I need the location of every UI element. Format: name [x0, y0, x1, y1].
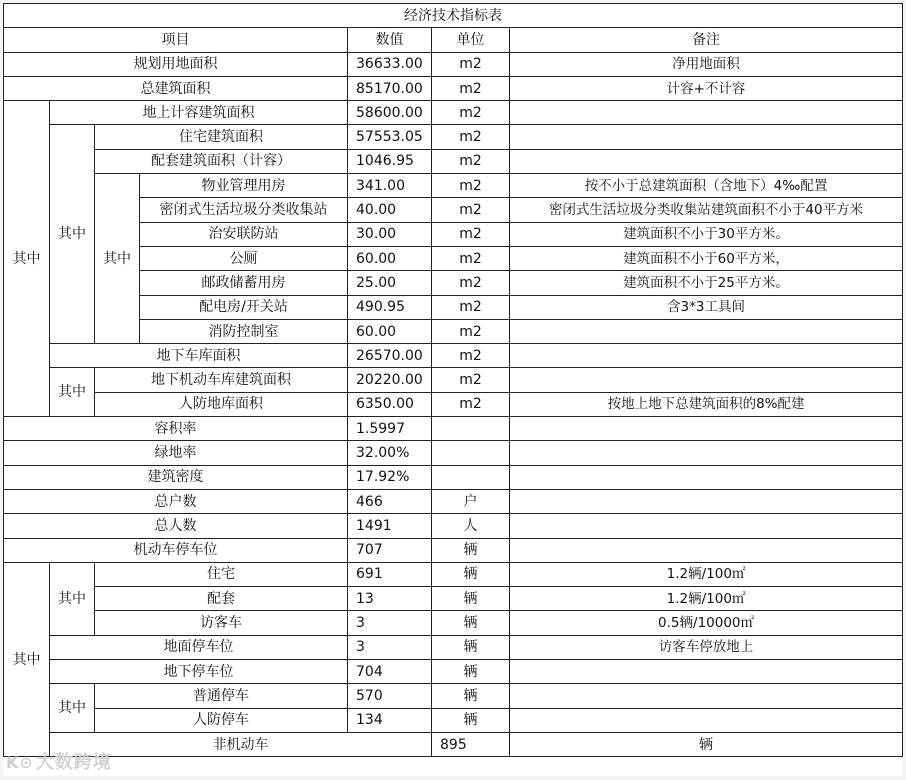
- row-item: 邮政储蓄用房: [140, 271, 348, 295]
- economic-indicators-table: [3, 3, 903, 757]
- row-note: [510, 101, 903, 125]
- row-item: 总户数: [4, 489, 348, 513]
- row-note: [510, 368, 903, 392]
- table-row: [4, 368, 903, 392]
- table-row: [4, 465, 903, 489]
- table-row: [4, 684, 903, 708]
- row-unit: m2: [432, 76, 510, 100]
- table-row: [4, 635, 903, 659]
- row-note: 建筑面积不小于25平方米。: [510, 271, 903, 295]
- table-row: [4, 344, 903, 368]
- row-unit: [432, 465, 510, 489]
- row-value: 3: [348, 611, 432, 635]
- row-value: 26570.00: [348, 344, 432, 368]
- row-value: 20220.00: [348, 368, 432, 392]
- header-row: [4, 28, 903, 52]
- row-unit: m2: [432, 101, 510, 125]
- row-note: [510, 319, 903, 343]
- table-row: [4, 76, 903, 100]
- table-row: [4, 587, 903, 611]
- header-note: 备注: [510, 28, 903, 52]
- row-item: 人防地库面积: [95, 392, 348, 416]
- row-item: 消防控制室: [140, 319, 348, 343]
- row-note: 建筑面积不小于60平方米，: [510, 246, 903, 270]
- row-item: 地上计容建筑面积: [50, 101, 348, 125]
- table-row: [4, 611, 903, 635]
- row-note: 计容+不计容: [510, 76, 903, 100]
- row-note: [510, 684, 903, 708]
- row-note: [510, 660, 903, 684]
- row-unit: m2: [432, 174, 510, 198]
- header-value: 数值: [348, 28, 432, 52]
- table-row: [4, 417, 903, 441]
- row-item: 配电房/开关站: [140, 295, 348, 319]
- row-value: 341.00: [348, 174, 432, 198]
- row-note: [510, 538, 903, 562]
- table-row: [4, 732, 903, 756]
- watermark-logo-icon: K⊙: [6, 753, 34, 772]
- row-item: 建筑密度: [4, 465, 348, 489]
- title-row: [4, 4, 903, 28]
- watermark: [6, 748, 112, 774]
- row-unit: m2: [432, 319, 510, 343]
- row-note: [510, 514, 903, 538]
- row-note: [510, 489, 903, 513]
- row-note: 建筑面积不小于30平方米。: [510, 222, 903, 246]
- row-unit: m2: [432, 246, 510, 270]
- row-note: 按地上地下总建筑面积的8%配建: [510, 392, 903, 416]
- row-note: 按不小于总建筑面积（含地下）4‰配置: [510, 174, 903, 198]
- row-unit: m2: [432, 125, 510, 149]
- table-row: [4, 392, 903, 416]
- row-unit: 辆: [432, 684, 510, 708]
- row-item: 配套建筑面积（计容）: [95, 149, 348, 173]
- row-note: [510, 417, 903, 441]
- row-note: [510, 708, 903, 732]
- row-unit: [432, 441, 510, 465]
- row-unit: m2: [432, 222, 510, 246]
- group-label-basement: 其中: [50, 368, 95, 417]
- row-value: 85170.00: [348, 76, 432, 100]
- table-row: [4, 538, 903, 562]
- row-item: 住宅建筑面积: [95, 125, 348, 149]
- row-unit: m2: [432, 198, 510, 222]
- row-value: 60.00: [348, 246, 432, 270]
- row-item: 容积率: [4, 417, 348, 441]
- row-item: 治安联防站: [140, 222, 348, 246]
- row-unit: m2: [432, 392, 510, 416]
- table-row: [4, 514, 903, 538]
- row-item: 规划用地面积: [4, 52, 348, 76]
- row-value: 691: [348, 562, 432, 586]
- row-value: 1.5997: [348, 417, 432, 441]
- row-item: 密闭式生活垃圾分类收集站: [140, 198, 348, 222]
- row-unit: m2: [432, 52, 510, 76]
- row-value: 32.00%: [348, 441, 432, 465]
- row-value: 570: [348, 684, 432, 708]
- table-row: [4, 101, 903, 125]
- row-unit: m2: [432, 368, 510, 392]
- row-unit: m2: [432, 271, 510, 295]
- row-value: 466: [348, 489, 432, 513]
- table-row: [4, 149, 903, 173]
- table-row: [4, 441, 903, 465]
- row-unit: 辆: [432, 587, 510, 611]
- row-unit: m2: [432, 149, 510, 173]
- row-note: 1.2辆/100㎡: [510, 562, 903, 586]
- row-item: 总建筑面积: [4, 76, 348, 100]
- row-note: [510, 465, 903, 489]
- header-unit: 单位: [432, 28, 510, 52]
- row-item: 公厕: [140, 246, 348, 270]
- row-item: 地下停车位: [50, 660, 348, 684]
- row-item: 地下车库面积: [50, 344, 348, 368]
- row-note: [510, 344, 903, 368]
- row-item: 物业管理用房: [140, 174, 348, 198]
- row-unit: 辆: [432, 562, 510, 586]
- row-value: 36633.00: [348, 52, 432, 76]
- row-unit: 辆: [432, 635, 510, 659]
- row-value: 58600.00: [348, 101, 432, 125]
- row-value: 30.00: [348, 222, 432, 246]
- table-row: [4, 489, 903, 513]
- row-value: 134: [348, 708, 432, 732]
- table-title: 经济技术指标表: [4, 4, 903, 28]
- row-item: 非机动车: [50, 732, 432, 756]
- row-value: 17.92%: [348, 465, 432, 489]
- row-unit: 户: [432, 489, 510, 513]
- table-row: [4, 174, 903, 198]
- row-note: [510, 149, 903, 173]
- group-label-facilities: 其中: [95, 174, 140, 344]
- row-note: 净用地面积: [510, 52, 903, 76]
- row-value: 25.00: [348, 271, 432, 295]
- header-item: 项目: [4, 28, 348, 52]
- row-note: 含3*3工具间: [510, 295, 903, 319]
- table-row: [4, 125, 903, 149]
- row-value: 13: [348, 587, 432, 611]
- row-unit: 人: [432, 514, 510, 538]
- table-row: [4, 562, 903, 586]
- watermark-text: 大数跨境: [35, 752, 112, 773]
- row-value: 60.00: [348, 319, 432, 343]
- row-note: 访客车停放地上: [510, 635, 903, 659]
- row-unit: 辆: [432, 708, 510, 732]
- row-item: 住宅: [95, 562, 348, 586]
- row-item: 人防停车: [95, 708, 348, 732]
- row-note: 1.2辆/100㎡: [510, 587, 903, 611]
- row-value: 1046.95: [348, 149, 432, 173]
- row-value: 704: [348, 660, 432, 684]
- group-label-area: 其中: [4, 101, 50, 417]
- row-value: 707: [348, 538, 432, 562]
- group-label-aboveground: 其中: [50, 125, 95, 344]
- row-unit: m2: [432, 344, 510, 368]
- row-item: 机动车停车位: [4, 538, 348, 562]
- row-note: [510, 125, 903, 149]
- row-value: 6350.00: [348, 392, 432, 416]
- table-row: [4, 708, 903, 732]
- row-item: 配套: [95, 587, 348, 611]
- row-item: 绿地率: [4, 441, 348, 465]
- spreadsheet-sheet: [3, 3, 902, 776]
- row-unit: 辆: [432, 538, 510, 562]
- row-item: 地下机动车库建筑面积: [95, 368, 348, 392]
- row-unit: 辆: [510, 732, 903, 756]
- row-unit: m2: [432, 295, 510, 319]
- group-label-underground-parking: 其中: [50, 684, 95, 733]
- row-value: 57553.05: [348, 125, 432, 149]
- group-label-parking: 其中: [4, 562, 50, 756]
- row-value: 3: [348, 635, 432, 659]
- row-value: 1491: [348, 514, 432, 538]
- row-unit: 辆: [432, 660, 510, 684]
- row-unit: 辆: [432, 611, 510, 635]
- row-value: 490.95: [348, 295, 432, 319]
- row-item: 访客车: [95, 611, 348, 635]
- row-note: 0.5辆/10000㎡: [510, 611, 903, 635]
- table-row: [4, 660, 903, 684]
- row-item: 总人数: [4, 514, 348, 538]
- row-value: 40.00: [348, 198, 432, 222]
- row-unit: [432, 417, 510, 441]
- row-item: 地面停车位: [50, 635, 348, 659]
- group-label-parking-type: 其中: [50, 562, 95, 635]
- row-note: [510, 441, 903, 465]
- row-note: 密闭式生活垃圾分类收集站建筑面积不小于40平方米: [510, 198, 903, 222]
- row-value: 895: [432, 732, 510, 756]
- table-row: [4, 52, 903, 76]
- row-item: 普通停车: [95, 684, 348, 708]
